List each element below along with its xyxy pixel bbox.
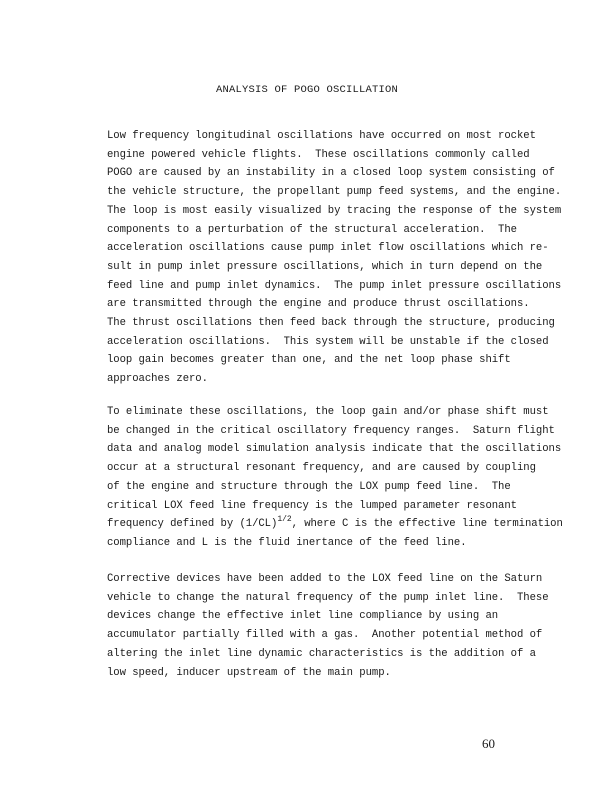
paragraph-pogo-description: [107, 127, 562, 389]
text-line: The loop is most easily visualized by tracing the response of the system: [107, 204, 562, 217]
text-line: acceleration oscillations cause pump inlet flow oscillations which re-: [107, 242, 549, 255]
text-line: POGO are caused by an instability in a closed loop system consisting of: [107, 167, 555, 180]
text-line: acceleration oscillations. This system will be unstable if the closed: [107, 335, 549, 348]
formula-exponent: 1/2: [277, 515, 292, 525]
text-line: be changed in the critical oscillatory frequency ranges. Saturn flight: [107, 424, 555, 437]
paragraph-elimination: [107, 403, 563, 553]
text-line: compliance and L is the fluid inertance of the feed line.: [107, 536, 467, 549]
text-line: occur at a structural resonant frequency, and are caused by coupling: [107, 462, 536, 475]
text-line: engine powered vehicle flights. These oscillations commonly called: [107, 148, 530, 161]
page-number: 60: [482, 736, 495, 751]
text-line: approaches zero.: [107, 373, 208, 386]
text-line: The thrust oscillations then feed back through the structure, producing: [107, 317, 555, 330]
text-line: critical LOX feed line frequency is the lumped parameter resonant: [107, 499, 517, 512]
text-line: of the engine and structure through the LOX pump feed line. The: [107, 480, 511, 493]
text-line: Low frequency longitudinal oscillations have occurred on most rocket: [107, 130, 536, 142]
text-line: accumulator partially filled with a gas. Another potential method of: [107, 629, 543, 642]
text-line: devices change the effective inlet line compliance by using an: [107, 610, 499, 623]
text-line: feed line and pump inlet dynamics. The pump inlet pressure oscillations: [107, 279, 562, 292]
text-line: sult in pump inlet pressure oscillations, which in turn depend on the: [107, 260, 543, 273]
text-line: components to a perturbation of the structural acceleration. The: [107, 223, 517, 236]
text-line: the vehicle structure, the propellant pump feed systems, and the engine.: [107, 186, 562, 199]
formula-text-after: , where C is the effective line termination: [291, 518, 563, 531]
formula-text-before: frequency defined by (1/CL): [107, 518, 278, 531]
text-line: low speed, inducer upstream of the main pump.: [107, 666, 391, 679]
text-line: altering the inlet line dynamic characteristics is the addition of a: [107, 647, 536, 660]
paragraph-corrective-devices: [107, 570, 557, 682]
text-line: data and analog model simulation analysis indicate that the oscillations: [107, 443, 562, 456]
formula-line: [107, 515, 563, 534]
text-line: vehicle to change the natural frequency of the pump inlet line. These: [107, 591, 549, 604]
text-line: To eliminate these oscillations, the loop gain and/or phase shift must: [107, 406, 549, 418]
page-title: ANALYSIS OF POGO OSCILLATION: [215, 84, 399, 96]
text-line: loop gain becomes greater than one, and the net loop phase shift: [107, 354, 511, 367]
text-line: Corrective devices have been added to the LOX feed line on the Saturn: [107, 573, 543, 585]
text-line: are transmitted through the engine and produce thrust oscillations.: [107, 298, 530, 311]
